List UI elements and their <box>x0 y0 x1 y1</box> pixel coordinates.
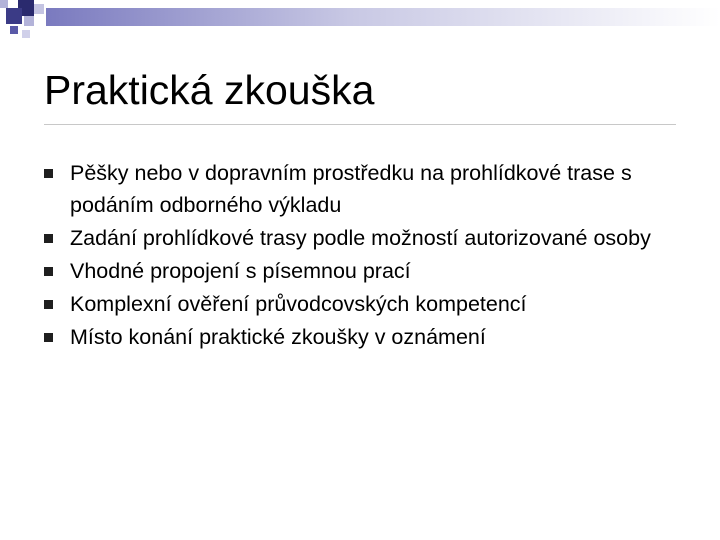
bullet-list <box>44 157 684 354</box>
square-bullet-icon <box>44 300 53 309</box>
bullet-text: Komplexní ověření průvodcovských kompetencí <box>70 292 527 316</box>
header-gradient-band <box>46 8 720 26</box>
bullet-item <box>44 255 684 287</box>
square-bullet-icon <box>44 169 53 178</box>
slide-title: Praktická zkouška <box>44 67 375 113</box>
corner-square-dark <box>6 8 22 24</box>
bullet-item <box>44 288 684 320</box>
bullet-item <box>44 157 684 221</box>
header-decoration <box>0 0 720 46</box>
bullet-text: Místo konání praktické zkoušky v oznámení <box>70 325 486 349</box>
square-bullet-icon <box>44 333 53 342</box>
corner-square-light <box>0 0 8 8</box>
square-bullet-icon <box>44 267 53 276</box>
bullet-item <box>44 321 684 353</box>
bullet-text: Vhodné propojení s písemnou prací <box>70 259 411 283</box>
bullet-item <box>44 222 684 254</box>
corner-square-light <box>22 30 30 38</box>
corner-square-light <box>34 4 44 14</box>
bullet-text: Zadání prohlídkové trasy podle možností autorizované osoby <box>70 226 651 250</box>
title-divider <box>44 124 676 125</box>
bullet-text: Pěšky nebo v dopravním prostředku na prohlídkové trase s podáním odborného výkladu <box>70 161 632 217</box>
corner-square-light <box>24 16 34 26</box>
corner-square-dark <box>10 26 18 34</box>
square-bullet-icon <box>44 234 53 243</box>
